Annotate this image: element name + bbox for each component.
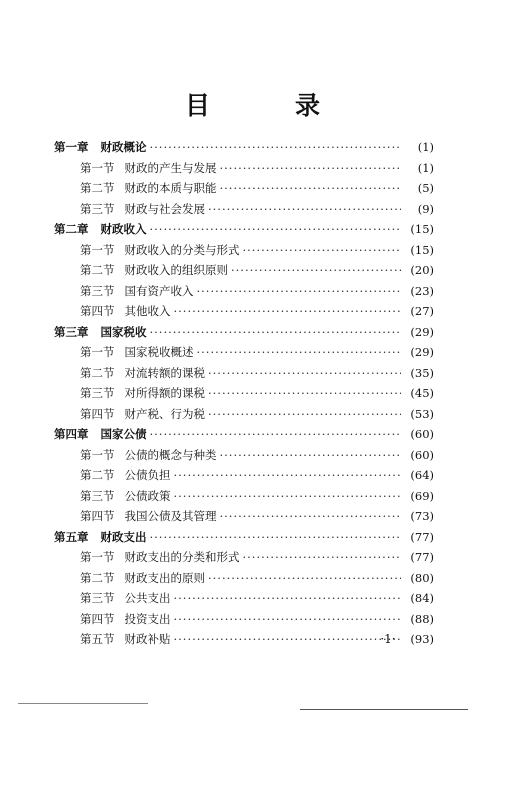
- toc-section-row: [80, 565, 434, 585]
- dot-leader: [208, 407, 401, 421]
- page-reference: (73): [410, 509, 434, 523]
- dot-leader: [243, 243, 402, 257]
- toc-section-row: [80, 278, 434, 298]
- page-reference: (93): [410, 632, 434, 646]
- page-reference: (60): [410, 447, 434, 462]
- toc-entry-label: [80, 550, 240, 564]
- toc-chapter-row: [54, 216, 434, 236]
- section-number: 第三节: [80, 386, 115, 400]
- toc-entry-label: [80, 284, 194, 298]
- section-number: 第一节: [80, 447, 115, 462]
- dot-leader: [174, 304, 402, 318]
- toc-entry-label: [80, 448, 217, 462]
- section-title: 投资支出: [124, 611, 171, 626]
- toc-section-row: [80, 298, 434, 318]
- toc-chapter-row: [54, 524, 434, 544]
- page-title: 目 录: [184, 91, 350, 120]
- page-reference: (84): [410, 591, 434, 605]
- section-number: 第二节: [80, 181, 115, 195]
- dot-leader: [174, 591, 402, 605]
- page-reference: (20): [410, 263, 434, 277]
- toc-entry-label: [80, 468, 171, 482]
- toc-section-row: [80, 360, 434, 380]
- dot-leader: [243, 550, 402, 564]
- toc-section-row: [80, 462, 434, 482]
- section-number: 第一节: [80, 242, 115, 257]
- chapter-title: 财政收入: [100, 222, 147, 236]
- toc-section-row: [80, 196, 434, 216]
- section-title: 对所得额的课税: [124, 386, 205, 400]
- page-number: ·1·: [380, 632, 396, 646]
- section-number: 第三节: [80, 201, 115, 216]
- section-number: 第二节: [80, 570, 115, 585]
- chapter-title: 财政概论: [100, 140, 147, 154]
- section-number: 第四节: [80, 304, 115, 318]
- toc-section-row: [80, 585, 434, 605]
- page-reference: (1): [417, 160, 434, 175]
- toc-section-row: [80, 257, 434, 277]
- page-reference: (29): [410, 345, 434, 359]
- toc-entry-label: [80, 161, 217, 175]
- section-title: 对流转额的课税: [124, 365, 205, 380]
- toc-entry-label: [80, 181, 217, 195]
- page-reference: (23): [410, 283, 434, 298]
- page-reference: (80): [410, 570, 434, 585]
- chapter-number: 第三章: [54, 324, 89, 339]
- page-reference: (60): [410, 427, 434, 441]
- page-reference: (53): [410, 406, 434, 421]
- toc-section-row: [80, 155, 434, 175]
- section-number: 第三节: [80, 283, 115, 298]
- section-title: 财政支出的原则: [124, 570, 205, 585]
- section-title: 公债负担: [124, 468, 171, 482]
- section-title: 财政与社会发展: [124, 201, 205, 216]
- toc-chapter-row: [54, 421, 434, 441]
- section-title: 国家税收概述: [124, 345, 194, 359]
- toc-entry-label: [80, 509, 217, 523]
- section-title: 国有资产收入: [124, 283, 194, 298]
- chapter-number: 第一章: [54, 140, 89, 154]
- section-title: 公共支出: [124, 591, 171, 605]
- section-title: 财政收入的组织原则: [124, 263, 228, 277]
- dot-leader: [197, 345, 402, 359]
- page-reference: (69): [410, 488, 434, 503]
- toc-section-row: [80, 503, 434, 523]
- dot-leader: [220, 161, 402, 175]
- toc-chapter-row: [54, 319, 434, 339]
- section-number: 第四节: [80, 611, 115, 626]
- section-number: 第四节: [80, 509, 115, 523]
- chapter-number: 第五章: [54, 529, 89, 544]
- section-number: 第二节: [80, 263, 115, 277]
- section-number: 第四节: [80, 406, 115, 421]
- dot-leader: [208, 386, 401, 400]
- section-number: 第二节: [80, 365, 115, 380]
- section-title: 财政的产生与发展: [124, 160, 217, 175]
- toc-entry-label: [80, 386, 205, 400]
- dot-leader: [150, 427, 402, 441]
- page-reference: (64): [410, 468, 434, 482]
- section-number: 第一节: [80, 345, 115, 359]
- dot-leader: [208, 571, 401, 585]
- dot-leader: [150, 140, 402, 154]
- page-reference: (77): [410, 529, 434, 544]
- toc-section-row: [80, 544, 434, 564]
- dot-leader: [174, 468, 402, 482]
- dot-leader: [220, 181, 402, 195]
- chapter-title: 国家税收: [100, 324, 147, 339]
- toc-entry-label: [54, 222, 147, 236]
- section-title: 我国公债及其管理: [124, 509, 217, 523]
- toc-entry-label: [80, 612, 171, 626]
- section-title: 财政的本质与职能: [124, 181, 217, 195]
- toc-entry-label: [54, 427, 147, 441]
- section-number: 第五节: [80, 632, 115, 646]
- section-number: 第三节: [80, 591, 115, 605]
- section-number: 第三节: [80, 488, 115, 503]
- dot-leader: [174, 612, 402, 626]
- dot-leader: [208, 202, 401, 216]
- toc-section-row: [80, 175, 434, 195]
- page-reference: (15): [410, 222, 434, 236]
- page-reference: (29): [410, 324, 434, 339]
- dot-leader: [220, 448, 402, 462]
- dot-leader: [150, 530, 402, 544]
- toc-entry-label: [80, 407, 205, 421]
- page-reference: (9): [417, 201, 434, 216]
- toc-entry-label: [80, 571, 205, 585]
- toc-entry-label: [54, 530, 147, 544]
- dot-leader: [174, 632, 402, 646]
- toc-section-row: [80, 401, 434, 421]
- toc-entry-label: [80, 366, 205, 380]
- toc-section-row: [80, 483, 434, 503]
- toc-entry-label: [80, 345, 194, 359]
- section-title: 其他收入: [124, 304, 171, 318]
- toc-entry-label: [54, 140, 147, 154]
- bottom-rule-right: [300, 709, 468, 710]
- chapter-number: 第四章: [54, 427, 89, 441]
- toc-section-row: [80, 380, 434, 400]
- toc-section-row: [80, 237, 434, 257]
- dot-leader: [150, 222, 402, 236]
- toc-entry-label: [80, 489, 171, 503]
- dot-leader: [150, 325, 402, 339]
- section-number: 第一节: [80, 550, 115, 564]
- toc-section-row: [80, 339, 434, 359]
- toc-chapter-row: [54, 134, 434, 154]
- section-title: 公债政策: [124, 488, 171, 503]
- page-reference: (45): [410, 386, 434, 400]
- toc-entry-label: [54, 325, 147, 339]
- toc-entry-label: [80, 243, 240, 257]
- section-title: 财政支出的分类和形式: [124, 550, 240, 564]
- page-reference: (1): [417, 140, 434, 154]
- page-reference: (27): [410, 304, 434, 318]
- section-number: 第二节: [80, 468, 115, 482]
- toc-section-row: [80, 606, 434, 626]
- page-reference: (88): [410, 611, 434, 626]
- section-title: 财产税、行为税: [124, 406, 205, 421]
- section-title: 公债的概念与种类: [124, 447, 217, 462]
- chapter-title: 国家公债: [100, 427, 147, 441]
- chapter-title: 财政支出: [100, 529, 147, 544]
- dot-leader: [220, 509, 402, 523]
- dot-leader: [208, 366, 401, 380]
- page-reference: (5): [417, 181, 434, 195]
- toc-entry-label: [80, 304, 171, 318]
- dot-leader: [231, 263, 401, 277]
- dot-leader: [174, 489, 402, 503]
- section-title: 财政收入的分类与形式: [124, 242, 240, 257]
- page-reference: (77): [410, 550, 434, 564]
- section-title: 财政补贴: [124, 632, 171, 646]
- toc-entry-label: [80, 632, 171, 646]
- toc-entry-label: [80, 202, 205, 216]
- toc-entry-label: [80, 591, 171, 605]
- bottom-rule-left: [18, 703, 148, 704]
- dot-leader: [197, 284, 402, 298]
- chapter-number: 第二章: [54, 222, 89, 236]
- page-reference: (15): [410, 242, 434, 257]
- toc-entry-label: [80, 263, 228, 277]
- section-number: 第一节: [80, 160, 115, 175]
- page-reference: (35): [410, 365, 434, 380]
- toc-section-row: [80, 442, 434, 462]
